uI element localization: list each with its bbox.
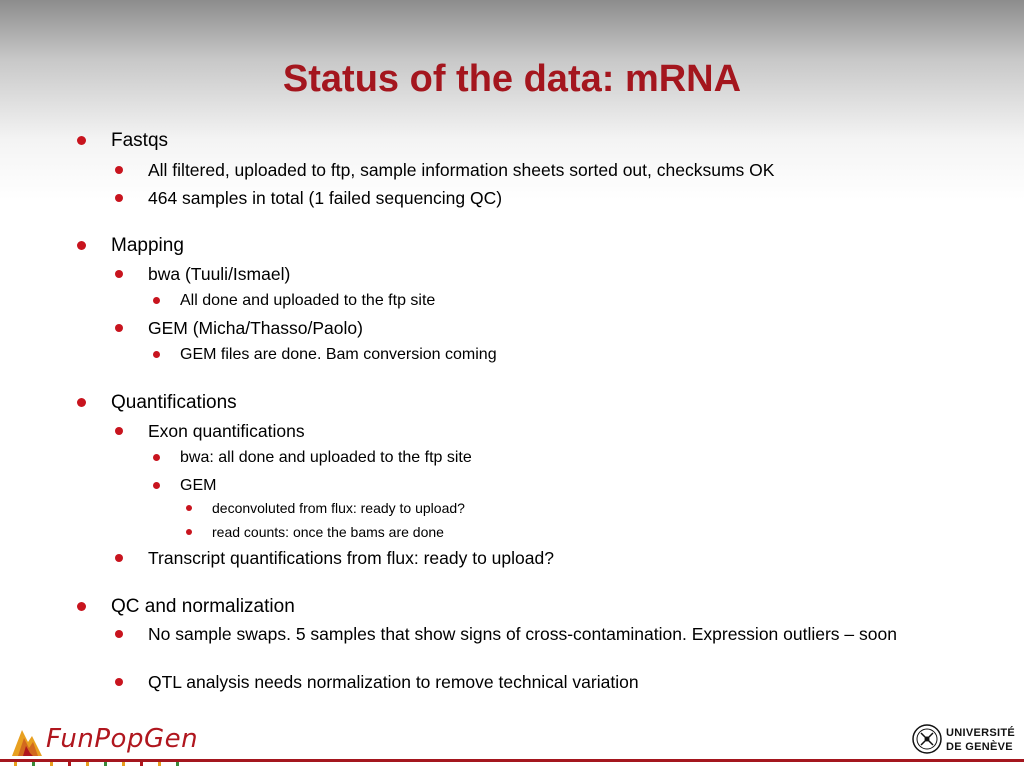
bullet-text: Quantifications [111, 392, 237, 413]
slide-title: Status of the data: mRNA [282, 58, 742, 100]
unige-line-2: DE GENÈVE [946, 741, 1013, 753]
bullet-item-level-2 [180, 476, 216, 495]
bullet-text: Fastqs [111, 130, 169, 151]
bullet-item-level-0 [111, 392, 237, 414]
bullet-text: bwa (Tuuli/Ismael) [148, 264, 291, 284]
bullet-item-level-0 [111, 235, 184, 257]
bullet-text: QC and normalization [111, 596, 295, 617]
bullet-dot-icon [153, 454, 160, 461]
bullet-dot-icon [115, 270, 123, 278]
bullet-text: read counts: once the bams are done [212, 524, 444, 540]
bullet-item-level-2 [180, 291, 435, 310]
bullet-dot-icon [77, 241, 86, 250]
bullet-dot-icon [115, 166, 123, 174]
flame-icon [10, 726, 44, 758]
bullet-item-level-1 [148, 672, 968, 692]
bullet-dot-icon [153, 297, 160, 304]
funpopgen-logo-text: FunPopGen [46, 724, 199, 754]
bullet-text: Transcript quantifications from flux: ready to upload? [148, 548, 554, 568]
bullet-dot-icon [115, 630, 123, 638]
bullet-item-level-2 [180, 448, 472, 467]
bullet-item-level-2 [180, 345, 497, 364]
bullet-item-level-1 [148, 548, 968, 568]
bullet-text: GEM files are done. Bam conversion coming [180, 346, 497, 363]
bullet-text: All filtered, uploaded to ftp, sample information sheets sorted out, checksums OK [148, 160, 775, 180]
bullet-dot-icon [77, 398, 86, 407]
bullet-text: GEM [180, 477, 217, 494]
bullet-item-level-1 [148, 160, 968, 180]
funpopgen-logo [10, 722, 210, 762]
bullet-item-level-1 [148, 421, 968, 441]
bullet-text: deconvoluted from flux: ready to upload? [212, 500, 465, 516]
bullet-item-level-3 [212, 524, 444, 541]
unige-logo [912, 724, 1022, 760]
bullet-item-level-1 [148, 264, 968, 284]
bullet-text: GEM (Micha/Thasso/Paolo) [148, 318, 363, 338]
footer-rule [0, 759, 1024, 762]
bullet-text: QTL analysis needs normalization to remove technical variation [148, 672, 639, 692]
bullet-dot-icon [115, 324, 123, 332]
seal-icon [912, 724, 942, 754]
bullet-dot-icon [186, 505, 192, 511]
bullet-dot-icon [77, 602, 86, 611]
bullet-dot-icon [115, 678, 123, 686]
bullet-dot-icon [186, 529, 192, 535]
bullet-item-level-1 [148, 624, 968, 644]
bullet-text: 464 samples in total (1 failed sequencing QC) [148, 188, 503, 208]
bullet-item-level-1 [148, 318, 968, 338]
bullet-dot-icon [77, 136, 86, 145]
bullet-text: No sample swaps. 5 samples that show signs of cross-contamination. Expression outliers – soon [148, 624, 897, 644]
bullet-dot-icon [115, 194, 123, 202]
bullet-dot-icon [153, 351, 160, 358]
bullet-item-level-0 [111, 130, 168, 152]
bullet-dot-icon [153, 482, 160, 489]
bullet-dot-icon [115, 554, 123, 562]
unige-logo-text [946, 726, 1015, 754]
unige-line-1: UNIVERSITÉ [946, 727, 1016, 739]
bullet-text: All done and uploaded to the ftp site [180, 292, 436, 309]
bullet-item-level-1 [148, 188, 968, 208]
bullet-text: bwa: all done and uploaded to the ftp site [180, 449, 472, 466]
bullet-text: Exon quantifications [148, 421, 305, 441]
bullet-dot-icon [115, 427, 123, 435]
bullet-text: Mapping [111, 235, 184, 256]
bullet-item-level-3 [212, 500, 465, 517]
bullet-item-level-0 [111, 596, 295, 618]
